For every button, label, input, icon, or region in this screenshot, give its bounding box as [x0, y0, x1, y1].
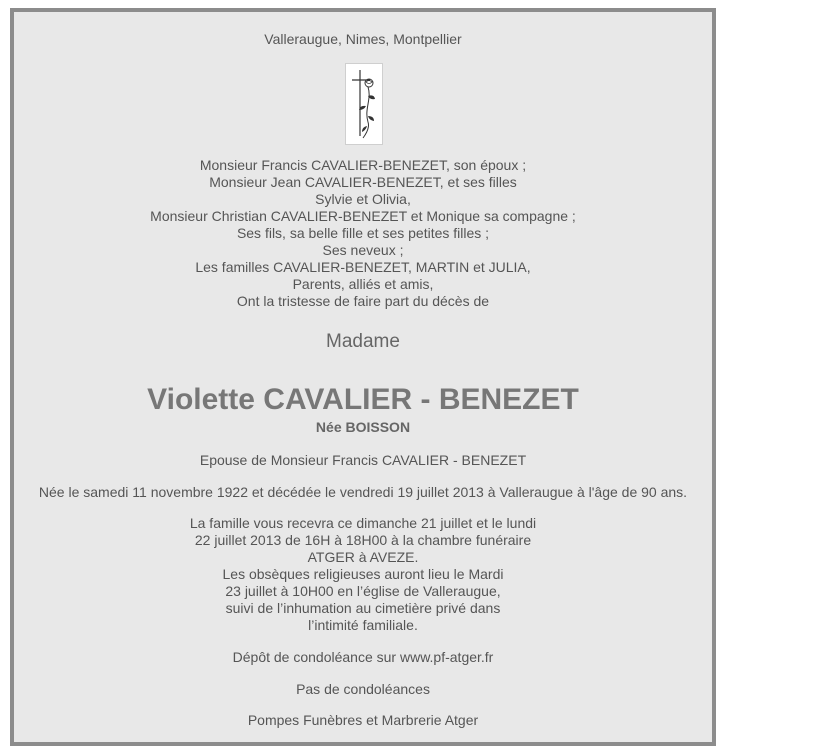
family-line: Parents, alliés et amis, [292, 276, 434, 292]
ceremony-line: ATGER à AVEZE. [307, 549, 419, 565]
birth-death-dates: Née le samedi 11 novembre 1922 et décédée le vendredi 19 juillet 2013 à Valleraugue à l'âge de 90 ans. [38, 484, 688, 500]
no-condolence-text: Pas de condoléances [296, 681, 430, 697]
header-location: Valleraugue, Nimes, Montpellier [264, 31, 462, 47]
ceremony-line: suivi de l’inhumation au cimetière privé dans [225, 600, 501, 616]
ceremony-line: 22 juillet 2013 de 16H à 18H00 à la chambre funéraire [194, 532, 532, 548]
ceremony-line: 23 juillet à 10H00 en l’église de Valleraugue, [225, 583, 501, 599]
family-line: Monsieur Jean CAVALIER-BENEZET, et ses filles [209, 174, 517, 190]
maiden-name: Née BOISSON [315, 419, 411, 435]
ceremony-line: Les obsèques religieuses auront lieu le Mardi [222, 566, 504, 582]
family-line: Sylvie et Olivia, [315, 191, 411, 207]
family-line: Monsieur Francis CAVALIER-BENEZET, son époux ; [199, 157, 527, 173]
family-line: Ses fils, sa belle fille et ses petites filles ; [236, 225, 490, 241]
family-line: Ses neveux ; [322, 242, 404, 258]
condolence-site-text: Dépôt de condoléance sur www.pf-atger.fr [232, 649, 494, 665]
family-line: Les familles CAVALIER-BENEZET, MARTIN et JULIA, [195, 259, 531, 275]
ceremony-line: La famille vous recevra ce dimanche 21 juillet et le lundi [189, 515, 537, 531]
family-announcement [14, 157, 712, 310]
family-line: Monsieur Christian CAVALIER-BENEZET et Monique sa compagne ; [150, 208, 576, 224]
funeral-home-name: Pompes Funèbres et Marbrerie Atger [247, 712, 479, 728]
cross-with-rose-icon [345, 63, 383, 145]
deceased-title: Madame [326, 331, 400, 352]
deceased-name: Violette CAVALIER - BENEZET [147, 383, 579, 416]
ceremony-details [14, 515, 712, 634]
family-line: Ont la tristesse de faire part du décès de [236, 293, 490, 309]
spouse-line: Epouse de Monsieur Francis CAVALIER - BENEZET [199, 452, 527, 468]
obituary-notice [10, 8, 716, 746]
ceremony-line: l’intimité familiale. [308, 617, 418, 633]
